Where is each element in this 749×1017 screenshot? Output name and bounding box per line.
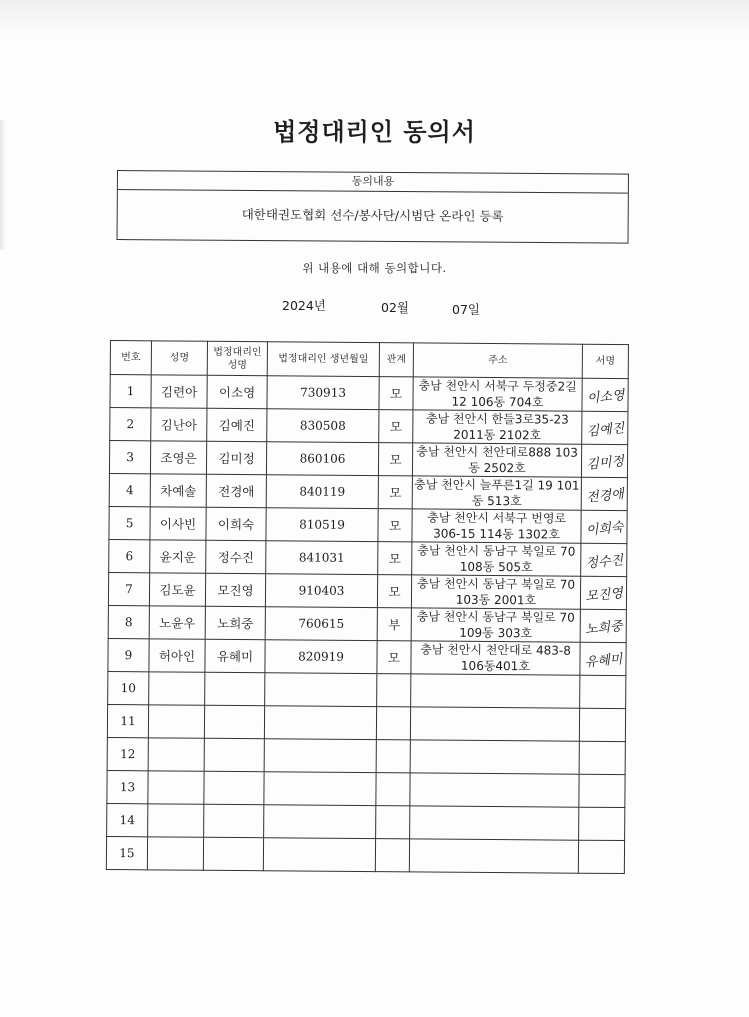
guardian-birthdate-cell: 730913 (267, 376, 379, 410)
student-name-cell (148, 738, 204, 771)
student-name-cell: 이사빈 (150, 507, 206, 540)
guardian-birthdate-cell: 910403 (265, 574, 377, 608)
table-row (110, 375, 628, 412)
row-number-cell: 15 (106, 836, 147, 869)
student-name-cell: 차예솔 (150, 474, 206, 507)
address-cell: 충남 천안시 동남구 북일로 70 108동 505호 (412, 542, 581, 576)
relation-cell: 모 (379, 410, 413, 443)
consent-heading: 동의내용 (118, 171, 628, 194)
signature-cell: 모진영 (579, 574, 628, 611)
guardian-name-cell: 이희숙 (206, 507, 266, 540)
agree-statement: 위 내용에 대해 동의합니다. (302, 261, 447, 275)
address-cell: 충남 천안시 늘푸른1길 19 101동 513호 (414, 477, 580, 509)
address-cell: 충남 천안시 동남구 북일로 70 103동 2001호 (411, 575, 580, 609)
scan-shadow-top (0, 0, 749, 36)
relation-cell (377, 674, 411, 707)
signature-cell: 김미정 (580, 442, 629, 479)
student-name-cell: 김련아 (151, 375, 207, 408)
signature-cell (577, 838, 626, 875)
student-name-cell (148, 804, 204, 837)
signature-cell: 이소영 (581, 376, 630, 413)
table-row (110, 408, 628, 445)
guardian-table-wrapper (106, 340, 629, 874)
address-cell: 충남 천안시 서북구 두정중2길12 106동 704호 (413, 377, 582, 411)
table-row (109, 506, 627, 543)
date-month: 02월 (381, 300, 409, 315)
row-number-cell: 9 (108, 638, 149, 671)
row-number-cell: 11 (107, 704, 148, 737)
signature-cell: 전경애 (580, 475, 629, 512)
guardian-birthdate-cell: 840119 (266, 475, 378, 509)
guardian-birthdate-cell: 810519 (266, 508, 378, 542)
signature-cell: 정수진 (579, 541, 628, 578)
guardian-name-cell (204, 804, 264, 837)
table-row (107, 704, 625, 741)
row-number-cell: 4 (109, 473, 150, 506)
guardian-birthdate-cell: 830508 (267, 409, 379, 443)
signature-cell (578, 706, 627, 743)
relation-cell: 모 (377, 575, 411, 608)
table-row (109, 473, 627, 510)
relation-cell (375, 839, 409, 872)
consent-box (117, 170, 629, 244)
table-body (106, 375, 628, 874)
guardian-birthdate-cell: 760615 (265, 607, 377, 641)
header-address: 주소 (413, 343, 582, 378)
row-number-cell: 5 (109, 506, 150, 539)
header-guardian-name: 법정대리인 성명 (207, 341, 267, 375)
guardian-name-cell: 전경애 (206, 474, 266, 507)
guardian-birthdate-cell (263, 838, 375, 872)
signature-cell (578, 673, 627, 710)
table-row (108, 605, 626, 642)
row-number-cell: 2 (110, 408, 151, 441)
student-name-cell: 조영은 (150, 441, 206, 474)
address-cell: 충남 천안시 천안대로 483-8 106동401호 (411, 641, 580, 675)
student-name-cell (147, 837, 203, 870)
row-number-cell: 6 (109, 539, 150, 572)
student-name-cell: 김도윤 (149, 573, 205, 606)
student-name-cell: 허아인 (149, 639, 205, 672)
signature-cell: 노희중 (579, 607, 628, 644)
row-number-cell: 13 (107, 770, 148, 803)
address-cell: 충남 천안시 한들3로35-23 2011동 2102호 (413, 410, 582, 444)
relation-cell: 부 (377, 608, 411, 641)
signature-cell (577, 805, 626, 842)
relation-cell (376, 773, 410, 806)
guardian-table (106, 340, 629, 874)
student-name-cell: 김난아 (151, 408, 207, 441)
student-name-cell (149, 672, 205, 705)
row-number-cell: 14 (107, 803, 148, 836)
guardian-birthdate-cell (264, 706, 376, 740)
row-number-cell: 7 (108, 572, 149, 605)
row-number-cell: 12 (107, 737, 148, 770)
guardian-name-cell: 유혜미 (205, 639, 265, 672)
guardian-name-cell (204, 771, 264, 804)
table-row (107, 770, 625, 807)
table-row (108, 638, 626, 675)
header-relation: 관계 (379, 343, 413, 377)
row-number-cell: 1 (110, 375, 151, 408)
guardian-birthdate-cell: 860106 (266, 442, 378, 476)
guardian-name-cell: 김미정 (206, 441, 266, 474)
student-name-cell (148, 705, 204, 738)
row-number-cell: 8 (108, 605, 149, 638)
address-cell (410, 740, 579, 774)
address-cell (410, 707, 579, 741)
relation-cell: 모 (378, 476, 412, 509)
guardian-name-cell: 정수진 (206, 540, 266, 573)
header-name: 성명 (151, 341, 207, 375)
guardian-name-cell: 이소영 (207, 375, 267, 408)
guardian-birthdate-cell: 820919 (265, 640, 377, 674)
row-number-cell: 3 (109, 441, 150, 474)
guardian-birthdate-cell (264, 805, 376, 839)
date-year: 2024년 (282, 298, 326, 313)
relation-cell (376, 806, 410, 839)
table-row (108, 572, 626, 609)
guardian-birthdate-cell: 841031 (266, 541, 378, 575)
header-no: 번호 (110, 341, 151, 375)
relation-cell (376, 740, 410, 773)
table-row (108, 671, 626, 708)
relation-cell: 모 (379, 377, 413, 410)
guardian-name-cell: 모진영 (205, 573, 265, 606)
relation-cell: 모 (378, 509, 412, 542)
signature-cell (578, 739, 627, 776)
guardian-name-cell: 노희중 (205, 606, 265, 639)
address-cell (411, 674, 580, 708)
relation-cell: 모 (378, 443, 412, 476)
student-name-cell (148, 771, 204, 804)
student-name-cell: 윤지운 (150, 540, 206, 573)
guardian-name-cell (205, 672, 265, 705)
header-signature: 서명 (582, 344, 628, 378)
address-cell: 충남 천안시 서북구 번영로 306-15 114동 1302호 (412, 509, 581, 543)
document-title: 법정대리인 동의서 (273, 118, 476, 146)
table-row (107, 737, 625, 774)
guardian-name-cell: 김예진 (207, 408, 267, 441)
table-row (106, 836, 624, 873)
table-row (109, 441, 627, 478)
consent-content: 대한태권도협회 선수/봉사단/시범단 온라인 등록 (241, 206, 504, 224)
signature-cell: 김예진 (580, 409, 629, 446)
guardian-name-cell (204, 705, 264, 738)
row-number-cell: 10 (108, 671, 149, 704)
table-header-row (110, 341, 628, 379)
guardian-birthdate-cell (264, 739, 376, 773)
address-cell: 충남 천안시 동남구 북일로 70 109동 303호 (411, 608, 580, 642)
header-guardian-birth: 법정대리인 생년월일 (267, 342, 379, 377)
signature-cell: 이희숙 (580, 508, 629, 545)
table-row (107, 803, 625, 840)
relation-cell: 모 (378, 542, 412, 575)
address-cell: 충남 천안시 천안대로888 103동 2502호 (412, 443, 581, 477)
guardian-birthdate-cell (264, 772, 376, 806)
date-day: 07일 (452, 302, 480, 317)
address-cell (410, 773, 579, 807)
guardian-name-cell (203, 837, 263, 870)
signature-cell (577, 772, 626, 809)
relation-cell: 모 (377, 641, 411, 674)
table-row (109, 539, 627, 576)
student-name-cell: 노윤우 (149, 606, 205, 639)
guardian-name-cell (204, 738, 264, 771)
guardian-birthdate-cell (265, 673, 377, 707)
address-cell (409, 839, 578, 873)
relation-cell (376, 707, 410, 740)
signature-cell: 유혜미 (579, 640, 628, 677)
address-cell (410, 806, 579, 840)
